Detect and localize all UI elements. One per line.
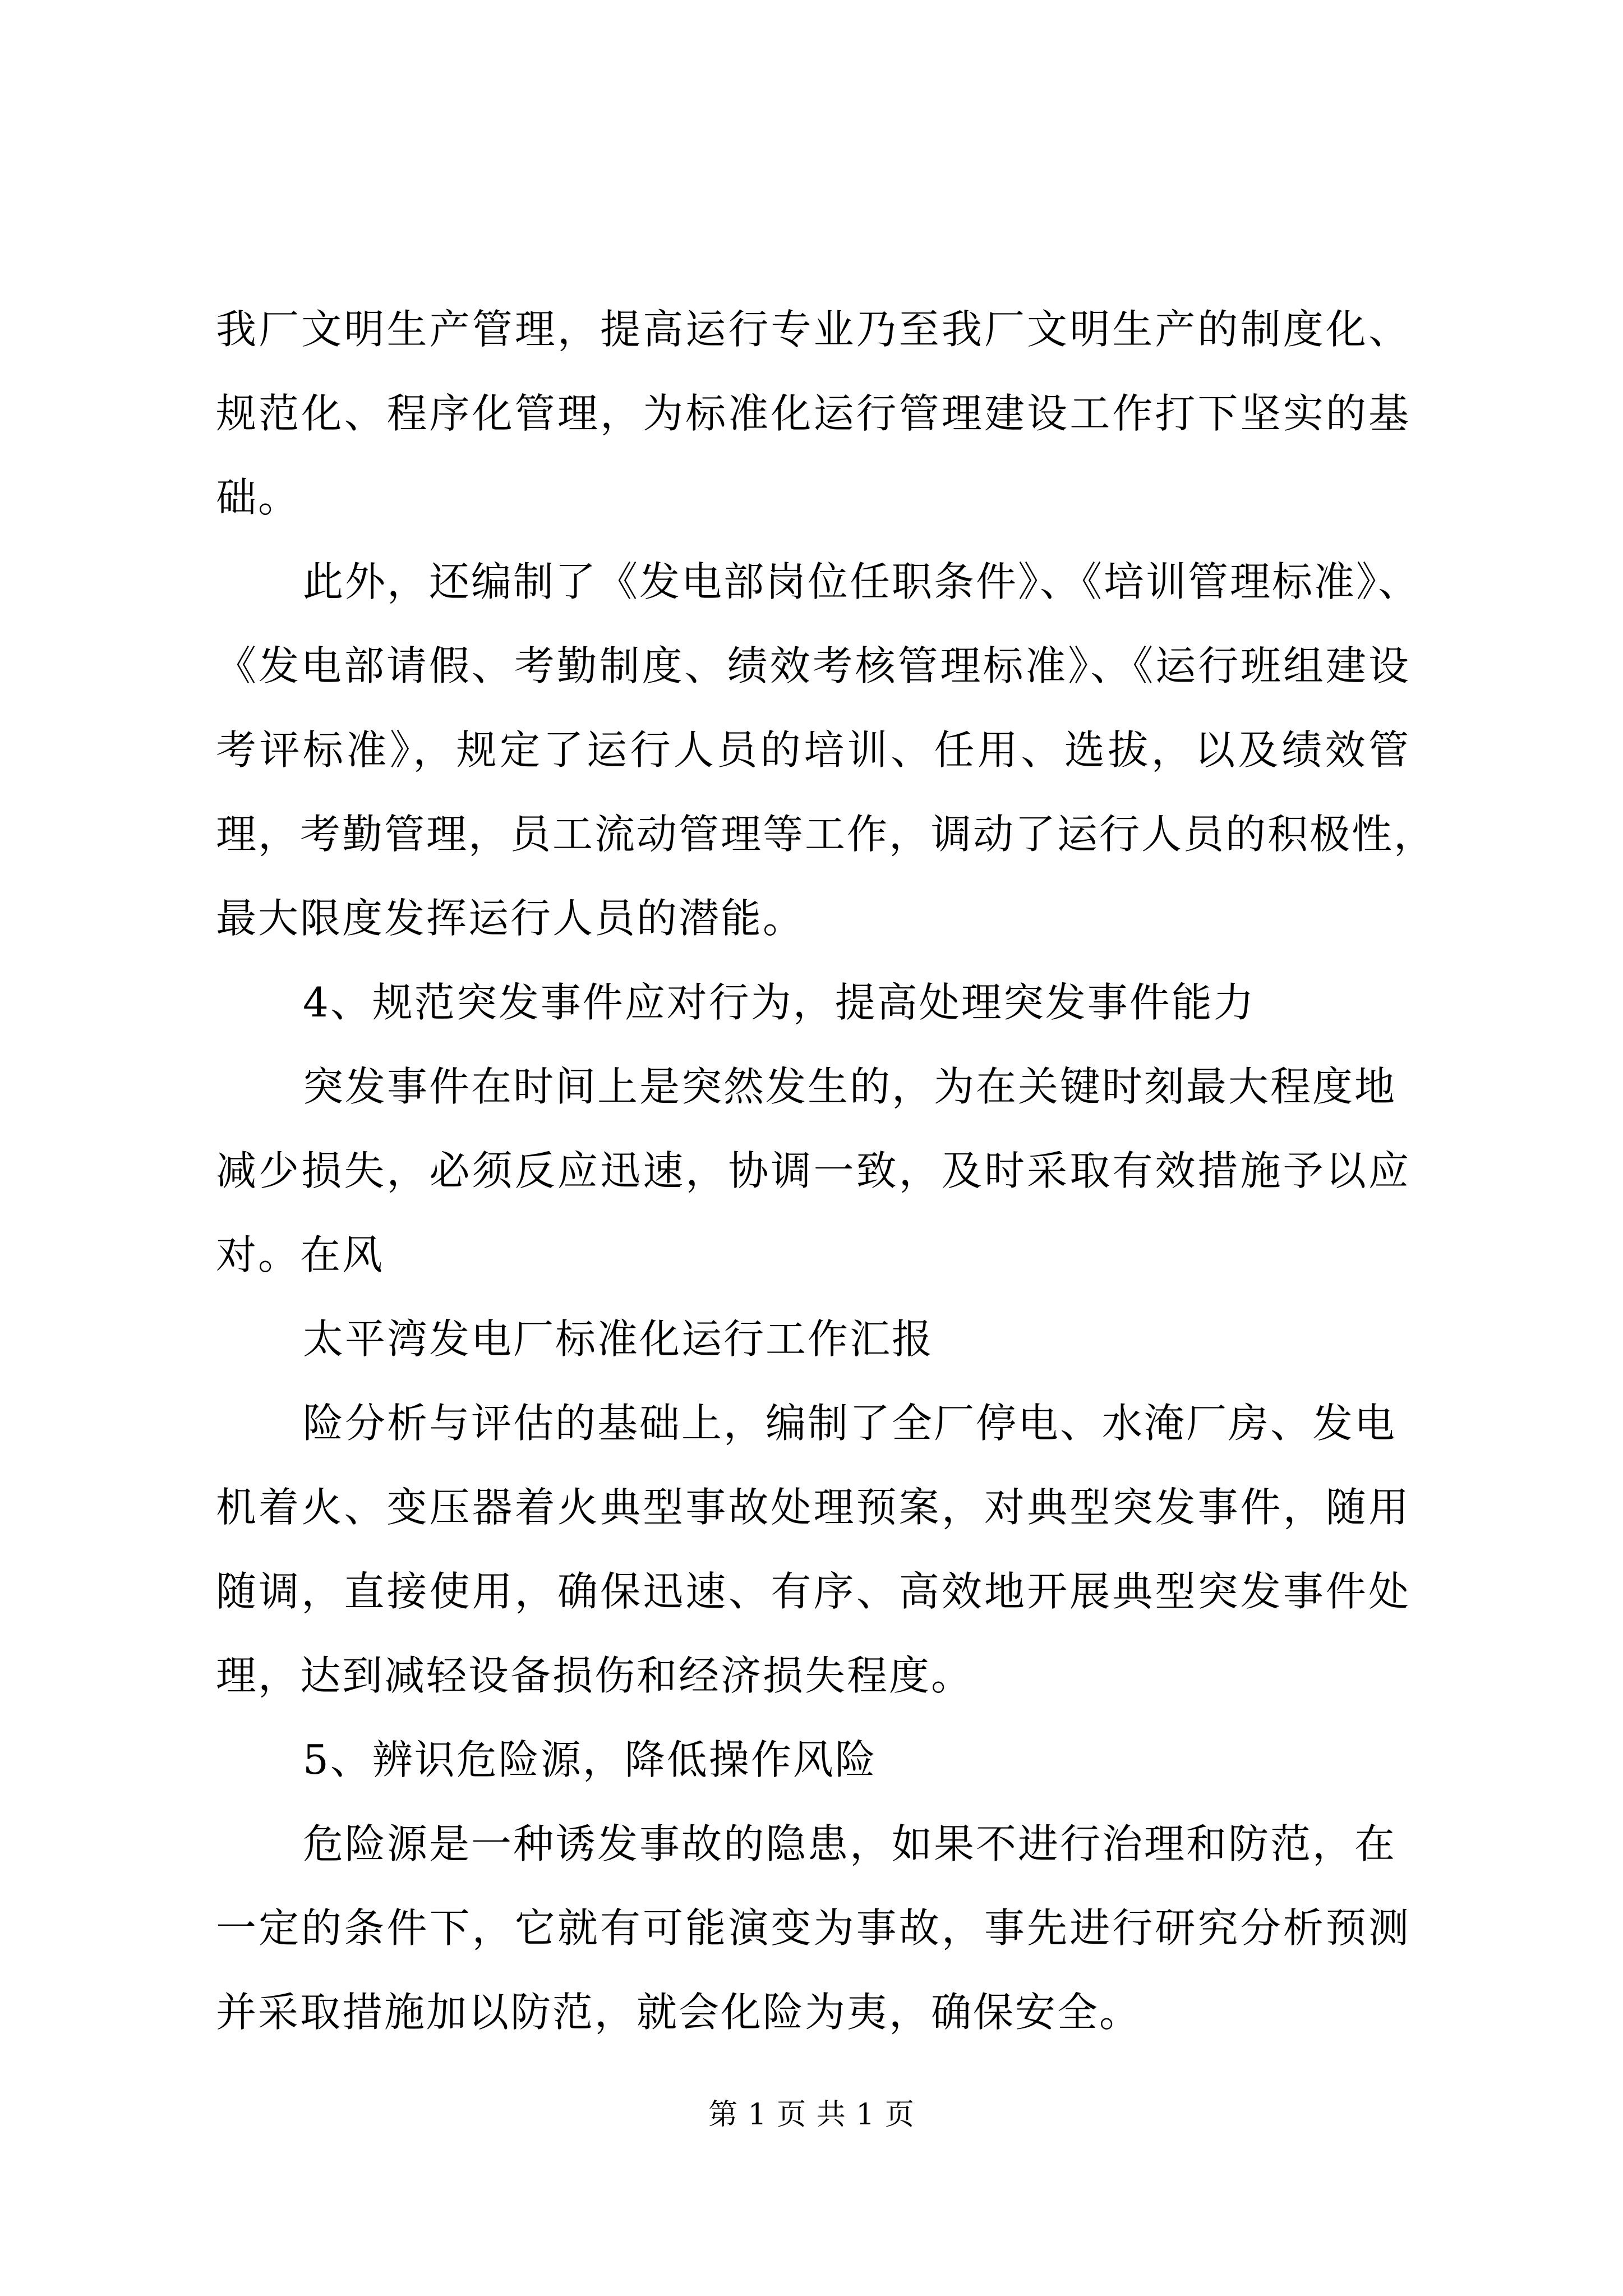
header-title: 太平湾发电厂标准化运行工作汇报 bbox=[303, 1315, 934, 1363]
text-line: 对。在风 bbox=[216, 1231, 385, 1278]
text-line: 考评标准》，规定了运行人员的培训、任用、选拔，以及绩效管 bbox=[216, 726, 1410, 774]
text-line: 《发电部请假、考勤制度、绩效考核管理标准》、《运行班组建设 bbox=[216, 642, 1410, 689]
paragraph-first-line: 此外，还编制了《发电部岗位任职条件》、《培训管理标准》、 bbox=[303, 558, 1421, 605]
text-line: 理，达到减轻设备损伤和经济损失程度。 bbox=[216, 1652, 974, 1699]
text-line: 减少损失，必须反应迅速，协调一致，及时采取有效措施予以应 bbox=[216, 1147, 1410, 1194]
text-line: 机着火、变压器着火典型事故处理预案，对典型突发事件，随用 bbox=[216, 1484, 1410, 1531]
paragraph-first-line: 险分析与评估的基础上，编制了全厂停电、水淹厂房、发电 bbox=[303, 1400, 1397, 1447]
document-body bbox=[216, 287, 1436, 2054]
text-line: 最大限度发挥运行人员的潜能。 bbox=[216, 895, 805, 942]
text-line: 理，考勤管理，员工流动管理等工作，调动了运行人员的积极性， bbox=[216, 811, 1436, 858]
text-line: 随调，直接使用，确保迅速、有序、高效地开展典型突发事件处 bbox=[216, 1568, 1410, 1615]
paragraph-first-line: 危险源是一种诱发事故的隐患，如果不进行治理和防范，在 bbox=[303, 1820, 1397, 1867]
section-heading: 4、规范突发事件应对行为，提高处理突发事件能力 bbox=[303, 979, 1256, 1026]
text-line: 规范化、程序化管理，为标准化运行管理建设工作打下坚实的基 bbox=[216, 390, 1410, 437]
paragraph-first-line: 突发事件在时间上是突然发生的，为在关键时刻最大程度地 bbox=[303, 1063, 1397, 1110]
text-line: 我厂文明生产管理，提高运行专业乃至我厂文明生产的制度化、 bbox=[216, 306, 1410, 353]
text-line: 一定的条件下，它就有可能演变为事故，事先进行研究分析预测 bbox=[216, 1904, 1410, 1952]
page-footer: 第 1 页 共 1 页 bbox=[708, 2098, 915, 2132]
text-line: 并采取措施加以防范，就会化险为夷，确保安全。 bbox=[216, 1989, 1142, 2036]
section-heading: 5、辨识危险源，降低操作风险 bbox=[303, 1736, 877, 1783]
text-line: 础。 bbox=[216, 474, 301, 521]
